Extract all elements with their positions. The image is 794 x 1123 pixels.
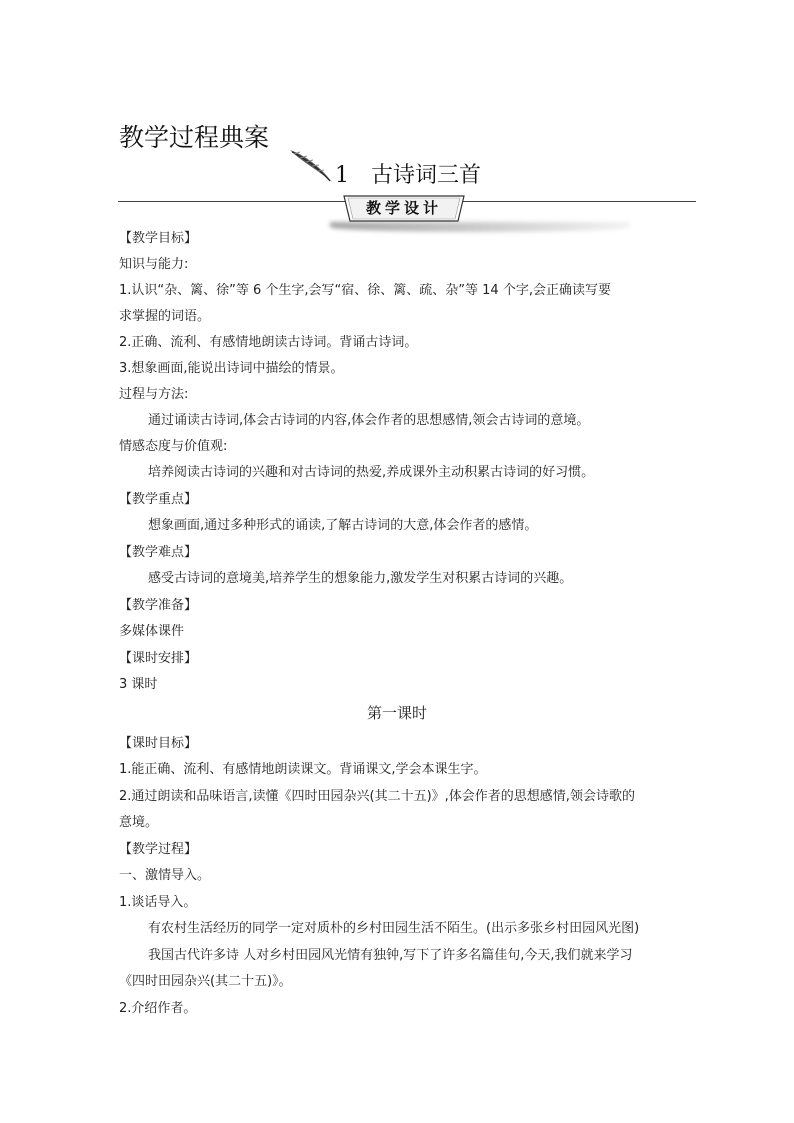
objective-1-line-1: 1.认识“杂、篱、徐”等 6 个生字,会写“宿、徐、篱、疏、杂”等 14 个字,会正确读写要 [119, 283, 611, 298]
objective-1-line-2: 求掌握的词语。 [119, 309, 211, 324]
lesson-heading [335, 158, 481, 189]
lesson-title: 古诗词三首 [371, 163, 482, 188]
page-title: 教学过程典案 [119, 123, 270, 152]
banner-label: 教学设计 [365, 199, 442, 217]
difficulty-heading: 【教学难点】 [119, 545, 198, 560]
schedule-text: 3 课时 [119, 677, 158, 692]
schedule-heading: 【课时安排】 [119, 651, 198, 666]
quill-pen-icon [288, 148, 338, 188]
banner-shadow [330, 222, 630, 232]
step-1-1-text-2-line-2: 《四时田园杂兴(其二十五)》。 [119, 974, 292, 989]
emotion-label: 情感态度与价值观: [119, 439, 228, 454]
period-objective-2-line-2: 意境。 [119, 815, 159, 830]
step-1-1-text: 有农村生活经历的同学一定对质朴的乡村田园生活不陌生。(出示多张乡村田园风光图) [148, 921, 640, 936]
step-1-heading: 一、激情导入。 [119, 868, 211, 883]
period-title: 第一课时 [366, 704, 427, 722]
key-points-heading: 【教学重点】 [119, 492, 198, 507]
objective-2: 2.正确、流利、有感情地朗读古诗词。背诵古诗词。 [119, 335, 418, 350]
objective-3: 3.想象画面,能说出诗词中描绘的情景。 [119, 361, 344, 376]
preparation-heading: 【教学准备】 [119, 598, 198, 613]
step-1-1-heading: 1.谈话导入。 [119, 895, 197, 910]
preparation-text: 多媒体课件 [119, 624, 185, 639]
objectives-heading: 【教学目标】 [119, 231, 198, 246]
lesson-number: 1 [335, 163, 349, 188]
step-1-2-heading: 2.介绍作者。 [119, 1001, 197, 1016]
step-1-1-text-2-line-1: 我国古代许多诗 人对乡村田园风光情有独钟,写下了许多名篇佳句,今天,我们就来学习 [148, 948, 633, 963]
teaching-process-heading: 【教学过程】 [119, 842, 198, 857]
period-objective-2-line-1: 2.通过朗读和品味语言,读懂《四时田园杂兴(其二十五)》,体会作者的思想感情,领会诗歌的 [119, 789, 635, 804]
period-objectives-heading: 【课时目标】 [119, 736, 198, 751]
process-method-text: 通过诵读古诗词,体会古诗词的内容,体会作者的思想感情,领会古诗词的意境。 [148, 413, 590, 428]
emotion-text: 培养阅读古诗词的兴趣和对古诗词的热爱,养成课外主动积累古诗词的好习惯。 [148, 465, 595, 480]
key-points-text: 想象画面,通过多种形式的诵读,了解古诗词的大意,体会作者的感情。 [148, 518, 538, 533]
difficulty-text: 感受古诗词的意境美,培养学生的想象能力,激发学生对积累古诗词的兴趣。 [148, 571, 573, 586]
knowledge-label: 知识与能力: [119, 257, 189, 272]
process-method-label: 过程与方法: [119, 387, 189, 402]
period-objective-1: 1.能正确、流利、有感情地朗读课文。背诵课文,学会本课生字。 [119, 762, 487, 777]
